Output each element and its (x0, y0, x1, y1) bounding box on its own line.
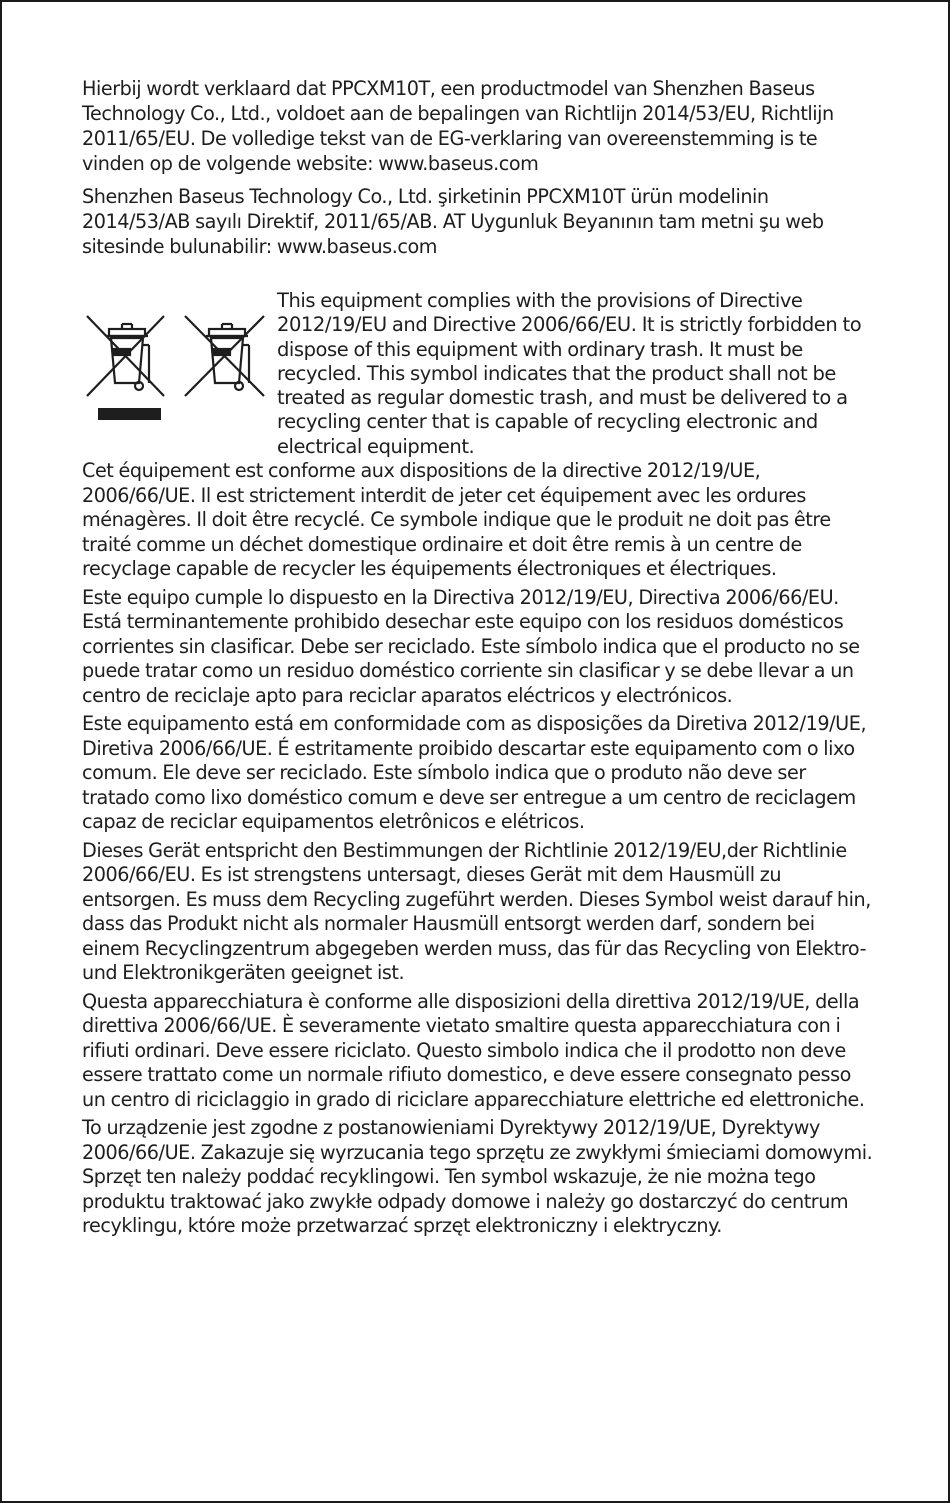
weee-symbols (82, 311, 272, 441)
crossed-out-wheelie-bin-icon (87, 316, 164, 396)
weee-section (82, 289, 877, 459)
paragraph-italian: Questa apparecchiatura è conforme alle disposizioni della direttiva 2012/19/UE, della direttiva 2006/66/UE. È severamente vietato smaltire questa apparecchiatura con i rifiuti ordinari. Deve essere riciclato. Questo simbolo indica che il prodotto non deve essere trattato come un normale rifiuto domestico, e deve essere consegnato pesso un centro di riciclaggio in grado di riciclare apparecchiature elettriche ed elettroniche. (82, 989, 865, 1111)
crossed-out-wheelie-bin-battery-icon (185, 316, 264, 396)
paragraph-portuguese: Este equipamento está em conformidade com as disposições da Diretiva 2012/19/UE, Diretiva 2006/66/UE. É estritamente proibido descartar este equipamento com o lixo comum. Ele deve ser reciclado. Este símbolo indica que o produto não deve ser tratado como lixo doméstico comum e deve ser entregue a um centro de reciclagem capaz de reciclar equipamentos eletrônicos e elétricos. (82, 712, 867, 833)
paragraph-polish: To urządzenie jest zgodne z postanowieniami Dyrektywy 2012/19/UE, Dyrektywy 2006/66/UE. Zakazuje się wyrzucania tego sprzętu ze zwykłymi śmieciami domowymi. Sprzęt ten należy poddać recyklingowi. Ten symbol wskazuje, że nie można tego produktu traktować jako zwykłe odpady domowe i należy go dostarczyć do centrum recyklingu, które może przetwarzać sprzęt elektroniczny i elektryczny. (82, 1116, 873, 1237)
paragraph-spanish: Este equipo cumple lo dispuesto en la Directiva 2012/19/EU, Directiva 2006/66/EU. Está terminantemente prohibido desechar este equipo con los residuos domésticos corrientes sin clasificar. Debe ser reciclado. Este símbolo indica que el producto no se puede tratar como un residuo doméstico corriente sin clasificar y se debe llevar a un centro de reciclaje apto para reciclar aparatos eléctricos y electrónicos. (82, 585, 860, 707)
paragraph-turkish: Shenzhen Baseus Technology Co., Ltd. şirketinin PPCXM10T ürün modelinin 2014/53/AB sayılı Direktif, 2011/65/AB. AT Uygunluk Beyanının tam metni şu web sitesinde bulunabilir: www.baseus.com (82, 185, 824, 258)
paragraph-dutch: Hierbij wordt verklaard dat PPCXM10T, een productmodel van Shenzhen Baseus Technology Co., Ltd., voldoet aan de bepalingen van Richtlijn 2014/53/EU, Richtlijn 2011/65/EU. De volledige tekst van de EG-verklaring van overeenstemming is te vinden op de volgende website: www.baseus.com (82, 77, 834, 175)
multilingual-paragraphs (82, 459, 877, 1239)
weee-symbols-svg (82, 311, 272, 441)
paragraph-french: Cet équipement est conforme aux dispositions de la directive 2012/19/UE, 2006/66/UE. Il est strictement interdit de jeter cet équipement avec les ordures ménagères. Il doit être recyclé. Ce symbole indique que le produit ne doit pas être traité comme un déchet domestique ordinaire et doit être remis à un centre de recyclage capable de recycler les équipements électroniques et électriques. (82, 459, 831, 580)
document-content (82, 76, 877, 1243)
paragraph-german: Dieses Gerät entspricht den Bestimmungen der Richtlinie 2012/19/EU,der Richtlinie 2006/66/EU. Es ist strengstens untersagt, dieses Gerät mit dem Hausmüll zu entsorgen. Es muss dem Recycling zugeführt werden. Dieses Symbol weist darauf hin, dass das Produkt nicht als normaler Hausmüll entsorgt werden darf, sondern bei einem Recyclingzentrum abgegeben werden muss, das für das Recycling von Elektro- und Elektronikgeräten geeignet ist. (82, 838, 871, 984)
paragraph-english: This equipment complies with the provisions of Directive 2012/19/EU and Directive 2006/66/EU. It is strictly forbidden to dispose of this equipment with ordinary trash. It must be recycled. This symbol indicates that the product shall not be treated as regular domestic trash, and must be delivered to a recycling center that is capable of recycling electronic and electrical equipment. (277, 289, 862, 458)
weee-black-bar (98, 408, 161, 420)
